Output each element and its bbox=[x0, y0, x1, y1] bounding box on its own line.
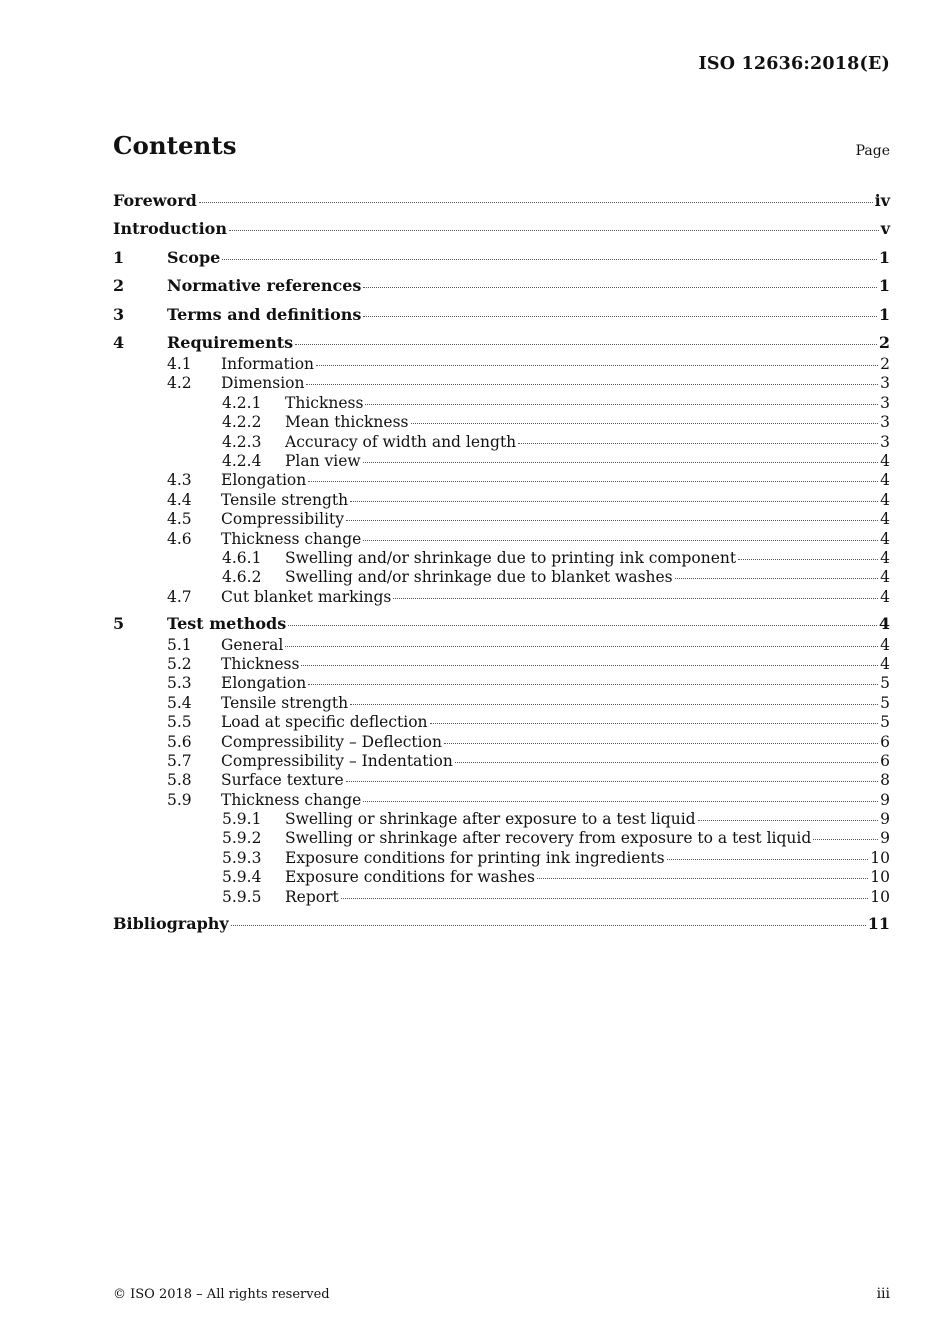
dot-leader bbox=[455, 761, 878, 763]
toc-entry-number: 4.6 bbox=[167, 529, 192, 548]
toc-entry-title: Mean thickness bbox=[285, 413, 409, 432]
dot-leader bbox=[285, 645, 878, 647]
toc-entry-page: 4 bbox=[880, 471, 890, 490]
dot-leader bbox=[222, 258, 877, 260]
dot-leader bbox=[346, 780, 878, 782]
toc-entry-title: Compressibility – Indentation bbox=[221, 751, 453, 770]
toc-entry[interactable] bbox=[113, 713, 890, 732]
dot-leader bbox=[363, 539, 878, 541]
toc-entry[interactable] bbox=[113, 771, 890, 790]
toc-entry[interactable] bbox=[113, 588, 890, 607]
page-column-label: Page bbox=[855, 143, 890, 159]
toc-entry-title: Compressibility bbox=[221, 510, 345, 529]
toc-entry-title: Bibliography bbox=[113, 913, 229, 933]
toc-entry-page: 4 bbox=[880, 490, 890, 509]
toc-entry-title: Information bbox=[221, 355, 315, 373]
toc-entry-page: 5 bbox=[880, 713, 890, 732]
dot-leader bbox=[231, 924, 866, 926]
dot-leader bbox=[350, 703, 878, 705]
toc-entry-page: 4 bbox=[880, 529, 890, 548]
toc-entry[interactable] bbox=[113, 471, 890, 490]
toc-entry-page: 6 bbox=[880, 751, 890, 770]
dot-leader bbox=[306, 383, 878, 385]
toc-entry-title: Swelling or shrinkage after exposure to a test liquid bbox=[285, 810, 696, 829]
toc-entry-page: 4 bbox=[880, 654, 890, 673]
dot-leader bbox=[813, 838, 878, 840]
toc-entry-title: Elongation bbox=[221, 471, 307, 490]
toc-entry-page: 9 bbox=[880, 790, 890, 809]
toc-entry-title: Swelling or shrinkage after recovery from exposure to a test liquid bbox=[285, 829, 812, 848]
toc-entry-title: Thickness change bbox=[221, 529, 362, 548]
toc-entry-title: Scope bbox=[167, 247, 221, 267]
toc-entry-title: Test methods bbox=[167, 613, 287, 633]
toc-entry-number: 4.2.1 bbox=[222, 393, 262, 412]
toc-entry[interactable] bbox=[113, 303, 890, 327]
dot-leader bbox=[199, 201, 873, 203]
toc-entry[interactable] bbox=[113, 217, 890, 241]
table-of-contents bbox=[113, 184, 890, 936]
toc-entry-title: Exposure conditions for printing ink ingredients bbox=[285, 848, 665, 867]
toc-entry-number: 5.9.3 bbox=[222, 848, 262, 867]
toc-entry-number: 5.4 bbox=[167, 693, 192, 712]
toc-entry-title: Cut blanket markings bbox=[221, 587, 392, 606]
toc-entry-number: 4.2.3 bbox=[222, 432, 262, 451]
toc-entry-number: 5.9.1 bbox=[222, 810, 262, 829]
dot-leader bbox=[301, 664, 878, 666]
toc-entry[interactable] bbox=[113, 491, 890, 510]
dot-leader bbox=[365, 403, 878, 405]
toc-entry-page: 5 bbox=[880, 693, 890, 712]
toc-entry[interactable] bbox=[113, 413, 890, 432]
toc-entry[interactable] bbox=[113, 829, 890, 848]
toc-entry-title: Tensile strength bbox=[221, 693, 349, 712]
toc-entry-number: 4.7 bbox=[167, 587, 192, 606]
toc-entry-page: 4 bbox=[880, 635, 890, 654]
toc-entry-page: 10 bbox=[870, 887, 890, 906]
toc-entry[interactable] bbox=[113, 530, 890, 549]
toc-entry-number: 5.2 bbox=[167, 654, 192, 673]
toc-entry[interactable] bbox=[113, 868, 890, 887]
toc-entry-number: 5.9.2 bbox=[222, 829, 262, 848]
toc-entry-page: 2 bbox=[880, 355, 890, 373]
toc-entry-page: 2 bbox=[878, 333, 890, 352]
toc-entry-number: 5.7 bbox=[167, 751, 192, 770]
toc-entry-number: 4.2 bbox=[167, 374, 192, 393]
toc-entry-title: Exposure conditions for washes bbox=[285, 868, 535, 887]
toc-entry-number: 5 bbox=[113, 613, 125, 633]
toc-entry[interactable] bbox=[113, 674, 890, 693]
toc-entry[interactable] bbox=[113, 189, 890, 213]
dot-leader bbox=[698, 819, 879, 821]
dot-leader bbox=[363, 461, 878, 463]
footer-page-number: iii bbox=[876, 1286, 890, 1302]
toc-entry-number: 4.6.2 bbox=[222, 568, 262, 587]
page-title: Contents bbox=[113, 131, 237, 160]
dot-leader bbox=[350, 500, 878, 502]
toc-entry[interactable] bbox=[113, 888, 890, 907]
toc-entry-title: Elongation bbox=[221, 674, 307, 693]
toc-entry-title: Surface texture bbox=[221, 771, 344, 790]
toc-entry-title: Load at specific deflection bbox=[221, 713, 428, 732]
toc-entry-number: 4.2.4 bbox=[222, 451, 262, 470]
toc-entry-page: 4 bbox=[878, 613, 890, 633]
toc-entry-number: 4.6.1 bbox=[222, 548, 262, 567]
toc-entry-title: Thickness bbox=[221, 654, 300, 673]
dot-leader bbox=[393, 597, 878, 599]
toc-entry[interactable] bbox=[113, 374, 890, 393]
dot-leader bbox=[444, 742, 878, 744]
toc-entry-title: General bbox=[221, 635, 284, 654]
toc-entry[interactable] bbox=[113, 394, 890, 413]
toc-entry-page: v bbox=[880, 219, 890, 238]
dot-leader bbox=[295, 343, 877, 345]
dot-leader bbox=[288, 624, 877, 626]
toc-entry-number: 5.9 bbox=[167, 790, 192, 809]
toc-entry[interactable] bbox=[113, 810, 890, 829]
toc-entry-number: 5.1 bbox=[167, 635, 192, 654]
toc-entry-title: Normative references bbox=[167, 276, 362, 295]
toc-entry-title: Swelling and/or shrinkage due to printing ink component bbox=[285, 548, 737, 567]
toc-entry-title: Tensile strength bbox=[221, 490, 349, 509]
dot-leader bbox=[738, 558, 878, 560]
dot-leader bbox=[363, 286, 876, 288]
toc-entry-page: 4 bbox=[880, 587, 890, 606]
toc-entry-page: 3 bbox=[880, 432, 890, 451]
toc-entry[interactable] bbox=[113, 636, 890, 655]
dot-leader bbox=[229, 229, 879, 231]
dot-leader bbox=[308, 683, 878, 685]
toc-entry-title: Swelling and/or shrinkage due to blanket washes bbox=[285, 568, 673, 587]
toc-entry-page: 4 bbox=[880, 510, 890, 529]
toc-entry-page: 10 bbox=[870, 868, 890, 887]
toc-entry[interactable] bbox=[113, 694, 890, 713]
dot-leader bbox=[675, 577, 878, 579]
toc-entry-title: Thickness bbox=[285, 393, 364, 412]
toc-entry[interactable] bbox=[113, 849, 890, 868]
toc-entry[interactable] bbox=[113, 331, 890, 355]
toc-entry-page: 3 bbox=[880, 413, 890, 432]
toc-entry-title: Foreword bbox=[113, 190, 197, 210]
toc-entry-number: 4 bbox=[113, 333, 125, 352]
toc-entry-number: 4.4 bbox=[167, 490, 192, 509]
toc-entry-title: Compressibility – Deflection bbox=[221, 732, 442, 751]
toc-entry-page: 4 bbox=[880, 568, 890, 587]
toc-entry-title: Terms and definitions bbox=[167, 304, 362, 324]
toc-entry[interactable] bbox=[113, 510, 890, 529]
dot-leader bbox=[411, 422, 879, 424]
toc-entry-number: 5.9.4 bbox=[222, 868, 262, 887]
toc-entry-page: 4 bbox=[880, 451, 890, 470]
dot-leader bbox=[667, 858, 869, 860]
toc-entry-number: 5.5 bbox=[167, 713, 192, 732]
toc-entry-number: 5.3 bbox=[167, 674, 192, 693]
toc-entry-title: Requirements bbox=[167, 333, 294, 352]
toc-entry-number: 4.3 bbox=[167, 471, 192, 490]
toc-entry-number: 4.1 bbox=[167, 355, 192, 373]
toc-entry-title: Thickness change bbox=[221, 790, 362, 809]
toc-entry-title: Report bbox=[285, 887, 339, 906]
toc-entry-page: 3 bbox=[880, 374, 890, 393]
toc-entry-number: 4.5 bbox=[167, 510, 192, 529]
toc-entry-number: 5.9.5 bbox=[222, 887, 262, 906]
toc-entry-page: 1 bbox=[878, 276, 890, 295]
dot-leader bbox=[537, 877, 868, 879]
dot-leader bbox=[316, 364, 878, 366]
footer-copyright: © ISO 2018 – All rights reserved bbox=[113, 1287, 330, 1302]
dot-leader bbox=[363, 800, 878, 802]
document-id: ISO 12636:2018(E) bbox=[698, 54, 890, 74]
toc-entry-page: 4 bbox=[880, 548, 890, 567]
toc-entry[interactable] bbox=[113, 791, 890, 810]
dot-leader bbox=[341, 897, 869, 899]
toc-entry-page: 6 bbox=[880, 732, 890, 751]
toc-entry-page: iv bbox=[874, 190, 890, 210]
toc-entry[interactable] bbox=[113, 246, 890, 270]
toc-entry[interactable] bbox=[113, 452, 890, 471]
toc-entry-title: Introduction bbox=[113, 219, 227, 238]
toc-entry-number: 4.2.2 bbox=[222, 413, 262, 432]
toc-entry[interactable] bbox=[113, 752, 890, 771]
toc-entry-page: 1 bbox=[878, 247, 890, 267]
toc-entry[interactable] bbox=[113, 912, 890, 936]
toc-entry[interactable] bbox=[113, 733, 890, 752]
toc-entry-page: 8 bbox=[880, 771, 890, 790]
toc-entry-page: 5 bbox=[880, 674, 890, 693]
dot-leader bbox=[518, 442, 878, 444]
toc-entry-number: 5.6 bbox=[167, 732, 192, 751]
toc-entry-title: Dimension bbox=[221, 374, 305, 393]
toc-entry[interactable] bbox=[113, 568, 890, 587]
toc-entry-page: 9 bbox=[880, 810, 890, 829]
toc-entry-page: 11 bbox=[867, 913, 890, 933]
toc-entry[interactable] bbox=[113, 549, 890, 568]
toc-entry-page: 10 bbox=[870, 848, 890, 867]
toc-entry-title: Plan view bbox=[285, 451, 361, 470]
dot-leader bbox=[363, 315, 876, 317]
toc-entry[interactable] bbox=[113, 612, 890, 636]
toc-entry-title: Accuracy of width and length bbox=[285, 432, 517, 451]
dot-leader bbox=[430, 722, 879, 724]
toc-entry-number: 3 bbox=[113, 304, 125, 324]
dot-leader bbox=[346, 519, 878, 521]
toc-entry-page: 3 bbox=[880, 393, 890, 412]
toc-entry[interactable] bbox=[113, 355, 890, 374]
toc-entry-page: 1 bbox=[878, 304, 890, 324]
dot-leader bbox=[308, 480, 878, 482]
toc-entry-number: 5.8 bbox=[167, 771, 192, 790]
toc-entry[interactable] bbox=[113, 274, 890, 298]
toc-entry-number: 2 bbox=[113, 276, 125, 295]
toc-entry-number: 1 bbox=[113, 247, 125, 267]
toc-entry[interactable] bbox=[113, 655, 890, 674]
toc-entry[interactable] bbox=[113, 433, 890, 452]
toc-entry-page: 9 bbox=[880, 829, 890, 848]
